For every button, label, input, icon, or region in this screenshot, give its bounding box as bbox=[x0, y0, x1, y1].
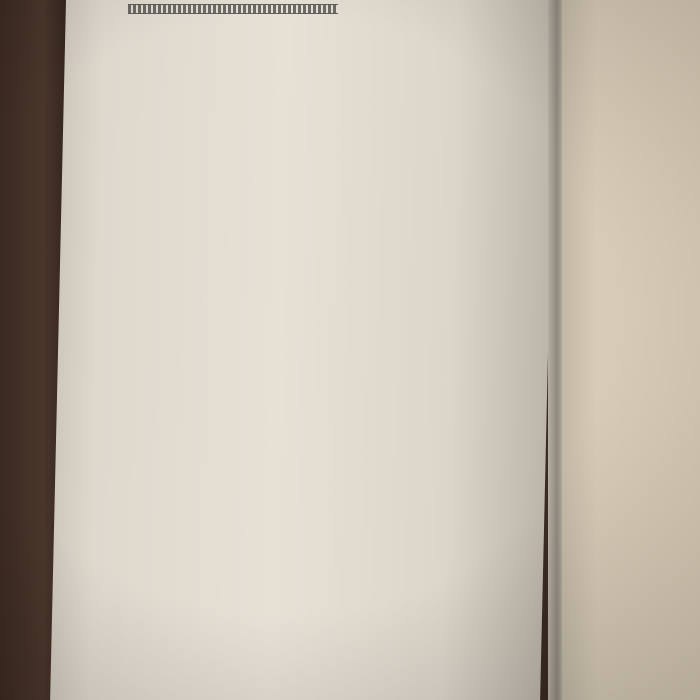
book-page-text bbox=[562, 0, 700, 700]
ornament-border bbox=[128, 4, 338, 14]
book-page-index bbox=[50, 0, 556, 700]
